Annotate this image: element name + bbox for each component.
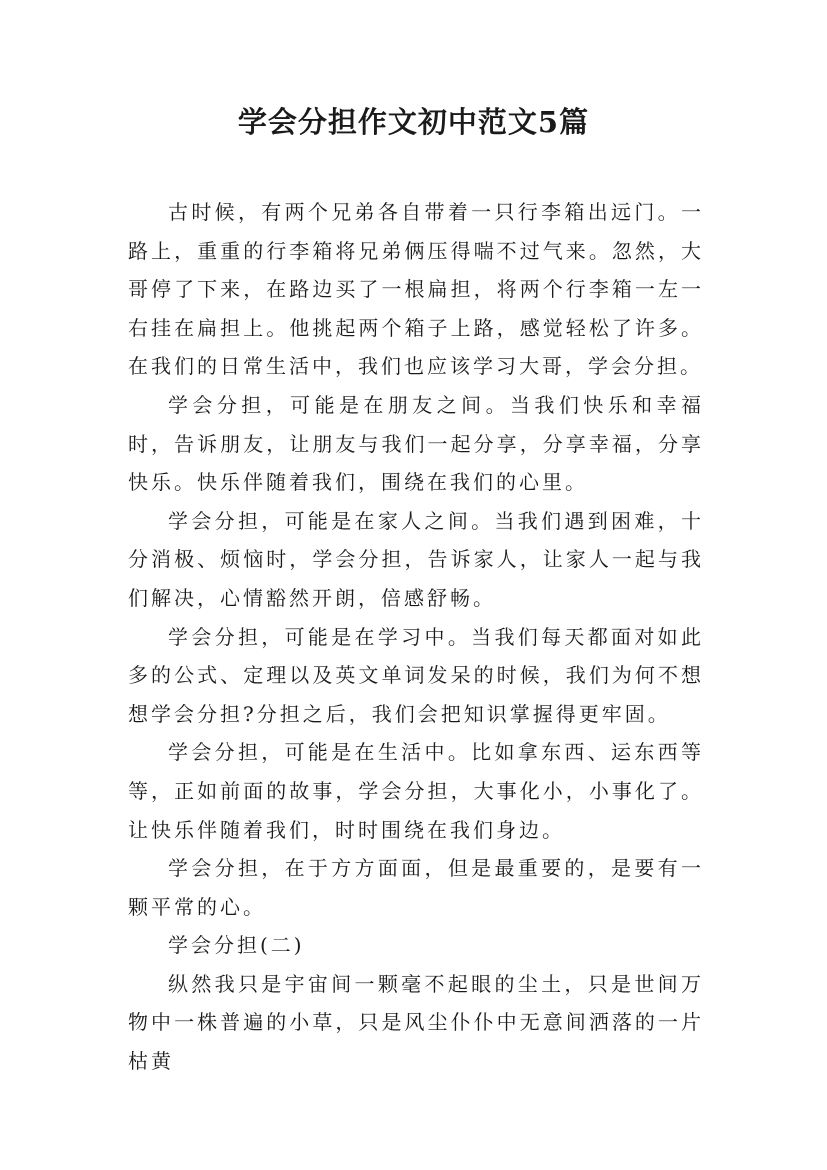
paragraph: 学会分担，在于方方面面，但是最重要的，是要有一颗平常的心。 [128,856,704,919]
paragraph: 学会分担，可能是在朋友之间。当我们快乐和幸福时，告诉朋友，让朋友与我们一起分享，分享幸福，分享快乐。快乐伴随着我们，围绕在我们的心里。 [128,392,704,495]
document-title: 学会分担作文初中范文5篇 [237,105,590,139]
section-heading: 学会分担(二) [168,933,305,958]
paragraph: 古时候，有两个兄弟各自带着一只行李箱出远门。一路上，重重的行李箱将兄弟俩压得喘不过气来。忽然，大哥停了下来，在路边买了一根扁担，将两个行李箱一左一右挂在扁担上。他挑起两个箱子上路，感觉轻松了许多。在我们的日常生活中，我们也应该学习大哥，学会分担。 [128,200,704,379]
paragraph: 学会分担，可能是在生活中。比如拿东西、运东西等等，正如前面的故事，学会分担，大事化小，小事化了。让快乐伴随着我们，时时围绕在我们身边。 [128,740,704,842]
document-body [128,193,704,1081]
paragraph: 学会分担，可能是在学习中。当我们每天都面对如此多的公式、定理以及英文单词发呆的时候，我们为何不想想学会分担?分担之后，我们会把知识掌握得更牢固。 [128,624,704,726]
paragraph: 学会分担，可能是在家人之间。当我们遇到困难，十分消极、烦恼时，学会分担，告诉家人，让家人一起与我们解决，心情豁然开朗，倍感舒畅。 [128,508,704,610]
paragraph: 纵然我只是宇宙间一颗毫不起眼的尘土，只是世间万物中一株普遍的小草，只是风尘仆仆中无意间洒落的一片枯黄 [128,971,704,1074]
